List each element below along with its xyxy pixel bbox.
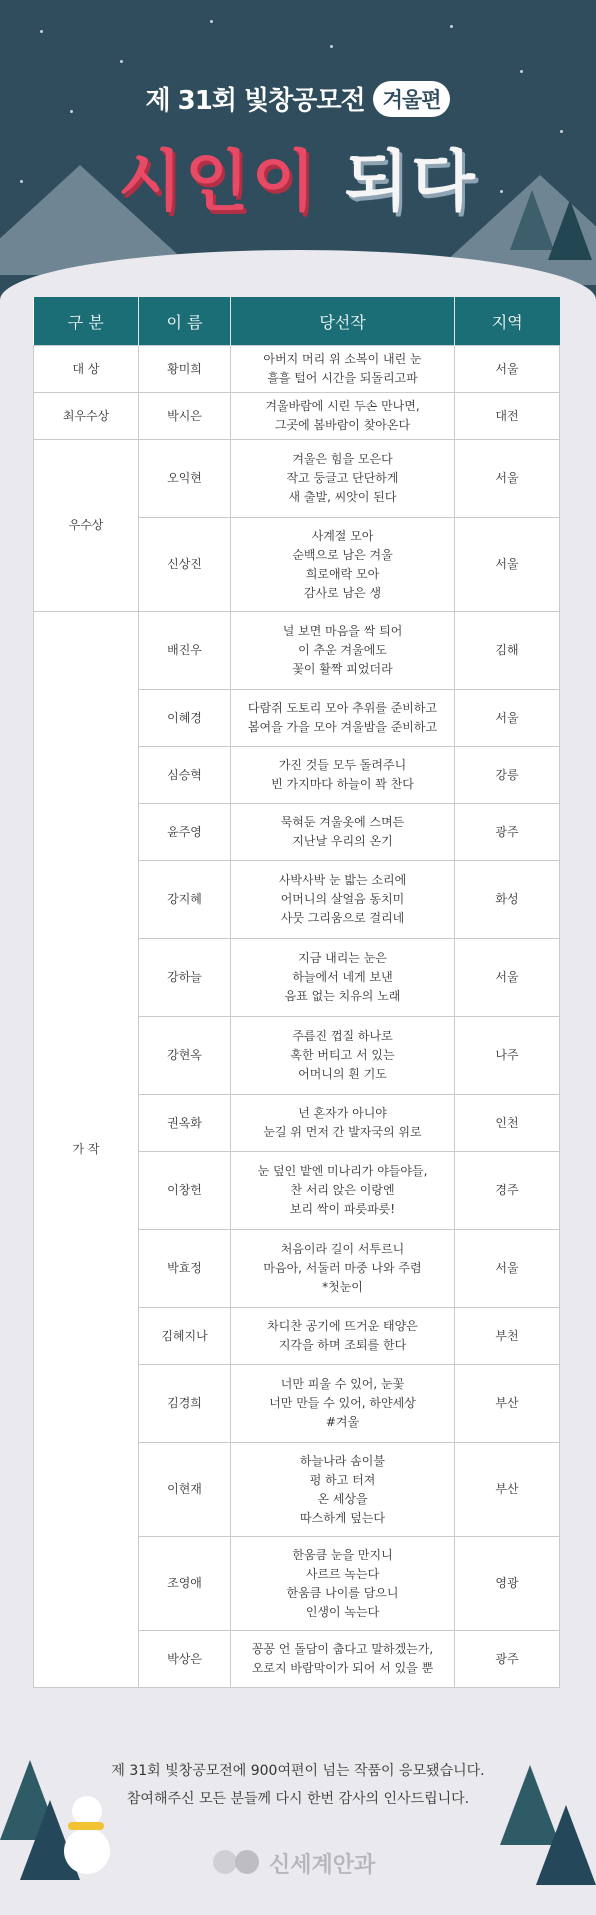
winning-poem: 가진 것들 모두 돌려주니 빈 가지마다 하늘이 꽉 찬다: [231, 747, 455, 804]
column-header: 당선작: [231, 297, 455, 346]
winning-poem: 눈 덮인 밭엔 미나리가 야들야들, 찬 서리 앉은 이랑엔 보리 싹이 파릇파릇!: [231, 1152, 455, 1230]
winning-poem: 한움큼 눈을 만지니 사르르 녹는다 한움큼 나이를 담으니 인생이 녹는다: [231, 1537, 455, 1631]
winning-poem: 하늘나라 솜이불 펑 하고 터져 온 세상을 따스하게 덮는다: [231, 1443, 455, 1537]
winner-name: 강하늘: [139, 939, 231, 1017]
winner-region: 광주: [455, 1631, 560, 1688]
winners-table-container: [33, 297, 559, 1688]
table-row: [34, 346, 560, 393]
winner-region: 서울: [455, 1230, 560, 1308]
title-part1: 시인이: [118, 143, 319, 220]
winner-region: 서울: [455, 690, 560, 747]
winning-poem: 아버지 머리 위 소복이 내린 눈 흘흘 털어 시간을 되돌리고파: [231, 346, 455, 393]
table-row: [34, 612, 560, 690]
winner-region: 서울: [455, 939, 560, 1017]
winner-name: 김경희: [139, 1365, 231, 1443]
winning-poem: 겨울바람에 시린 두손 만나면, 그곳에 봄바람이 찾아온다: [231, 393, 455, 440]
winning-poem: 겨울은 힘을 모은다 작고 둥글고 단단하게 새 출발, 씨앗이 된다: [231, 440, 455, 518]
winning-poem: 차디찬 공기에 뜨거운 태양은 지각을 하며 조퇴를 한다: [231, 1308, 455, 1365]
winning-poem: 너만 피울 수 있어, 눈꽃 너만 만들 수 있어, 하얀세상 #겨울: [231, 1365, 455, 1443]
winner-region: 서울: [455, 518, 560, 612]
winning-poem: 사계절 모아 순백으로 남은 겨울 희로애락 모아 감사로 남은 생: [231, 518, 455, 612]
footer-line-2: 참여해주신 모든 분들께 다시 한번 감사의 인사드립니다.: [126, 1791, 470, 1807]
winners-table: [33, 297, 560, 1688]
winner-name: 김혜지나: [139, 1308, 231, 1365]
winning-poem: 다람쥐 도토리 모아 추위를 준비하고 봄여을 가을 모아 겨울밤을 준비하고: [231, 690, 455, 747]
winner-region: 부산: [455, 1443, 560, 1537]
award-category: 최우수상: [34, 393, 139, 440]
winner-name: 심승혁: [139, 747, 231, 804]
winner-region: 인천: [455, 1095, 560, 1152]
winner-region: 부산: [455, 1365, 560, 1443]
brand-logo: [213, 1848, 393, 1876]
winner-region: 화성: [455, 861, 560, 939]
winning-poem: 넌 혼자가 아니야 눈길 위 먼저 간 발자국의 위로: [231, 1095, 455, 1152]
award-category: 우수상: [34, 440, 139, 612]
winner-name: 이창헌: [139, 1152, 231, 1230]
winner-name: 강현옥: [139, 1017, 231, 1095]
winner-name: 윤주영: [139, 804, 231, 861]
column-header: 구 분: [34, 297, 139, 346]
winning-poem: 꽁꽁 언 돌담이 춥다고 말하겠는가, 오로지 바람막이가 되어 서 있을 뿐: [231, 1631, 455, 1688]
snowman-icon: [64, 1828, 110, 1874]
brand-name: 신세계안과: [269, 1853, 376, 1878]
event-heading: [0, 80, 596, 117]
winner-name: 이혜경: [139, 690, 231, 747]
winner-region: 서울: [455, 346, 560, 393]
logo-circle-icon: [213, 1850, 237, 1874]
winning-poem: 묵혀둔 겨울옷에 스며든 지난날 우리의 온기: [231, 804, 455, 861]
winner-name: 오익현: [139, 440, 231, 518]
table-header-row: [34, 297, 560, 346]
footer-line-1: 제 31회 빛창공모전에 900여편이 넘는 작품이 응모됐습니다.: [111, 1763, 485, 1779]
winner-name: 조영애: [139, 1537, 231, 1631]
winner-name: 배진우: [139, 612, 231, 690]
winner-region: 김해: [455, 612, 560, 690]
winner-name: 이현재: [139, 1443, 231, 1537]
winning-poem: 사박사박 눈 밟는 소리에 어머니의 살얼음 동치미 사뭇 그리움으로 걸리네: [231, 861, 455, 939]
winning-poem: 널 보면 마음을 싹 틔어 이 추운 겨울에도 꽃이 활짝 피었더라: [231, 612, 455, 690]
title-part2: 되다: [344, 143, 478, 220]
winner-region: 광주: [455, 804, 560, 861]
winning-poem: 처음이라 길이 서투르니 마음아, 서둘러 마중 나와 주렴 *첫눈이: [231, 1230, 455, 1308]
season-badge: 겨울편: [373, 81, 451, 117]
tree-icon: [536, 1805, 596, 1885]
winner-region: 서울: [455, 440, 560, 518]
scarf-icon: [68, 1822, 104, 1830]
award-category: 대 상: [34, 346, 139, 393]
award-category: 가 작: [34, 612, 139, 1688]
winner-region: 영광: [455, 1537, 560, 1631]
winner-region: 강릉: [455, 747, 560, 804]
winner-region: 나주: [455, 1017, 560, 1095]
winner-name: 박상은: [139, 1631, 231, 1688]
winner-name: 박시은: [139, 393, 231, 440]
winner-name: 신상진: [139, 518, 231, 612]
header-banner: [0, 0, 596, 300]
winner-name: 박효정: [139, 1230, 231, 1308]
winner-name: 황미희: [139, 346, 231, 393]
winning-poem: 주름진 껍질 하나로 혹한 버티고 서 있는 어머니의 흰 기도: [231, 1017, 455, 1095]
winning-poem: 지금 내리는 눈은 하늘에서 네게 보낸 음표 없는 치유의 노래: [231, 939, 455, 1017]
winner-region: 대전: [455, 393, 560, 440]
table-row: [34, 440, 560, 518]
winner-name: 강지혜: [139, 861, 231, 939]
winner-region: 부천: [455, 1308, 560, 1365]
event-name: 제 31회 빛창공모전: [145, 86, 365, 116]
table-row: [34, 393, 560, 440]
page-title: [0, 128, 596, 223]
column-header: 지역: [455, 297, 560, 346]
winner-name: 권옥화: [139, 1095, 231, 1152]
column-header: 이 름: [139, 297, 231, 346]
logo-circle-icon: [235, 1850, 259, 1874]
winner-region: 경주: [455, 1152, 560, 1230]
